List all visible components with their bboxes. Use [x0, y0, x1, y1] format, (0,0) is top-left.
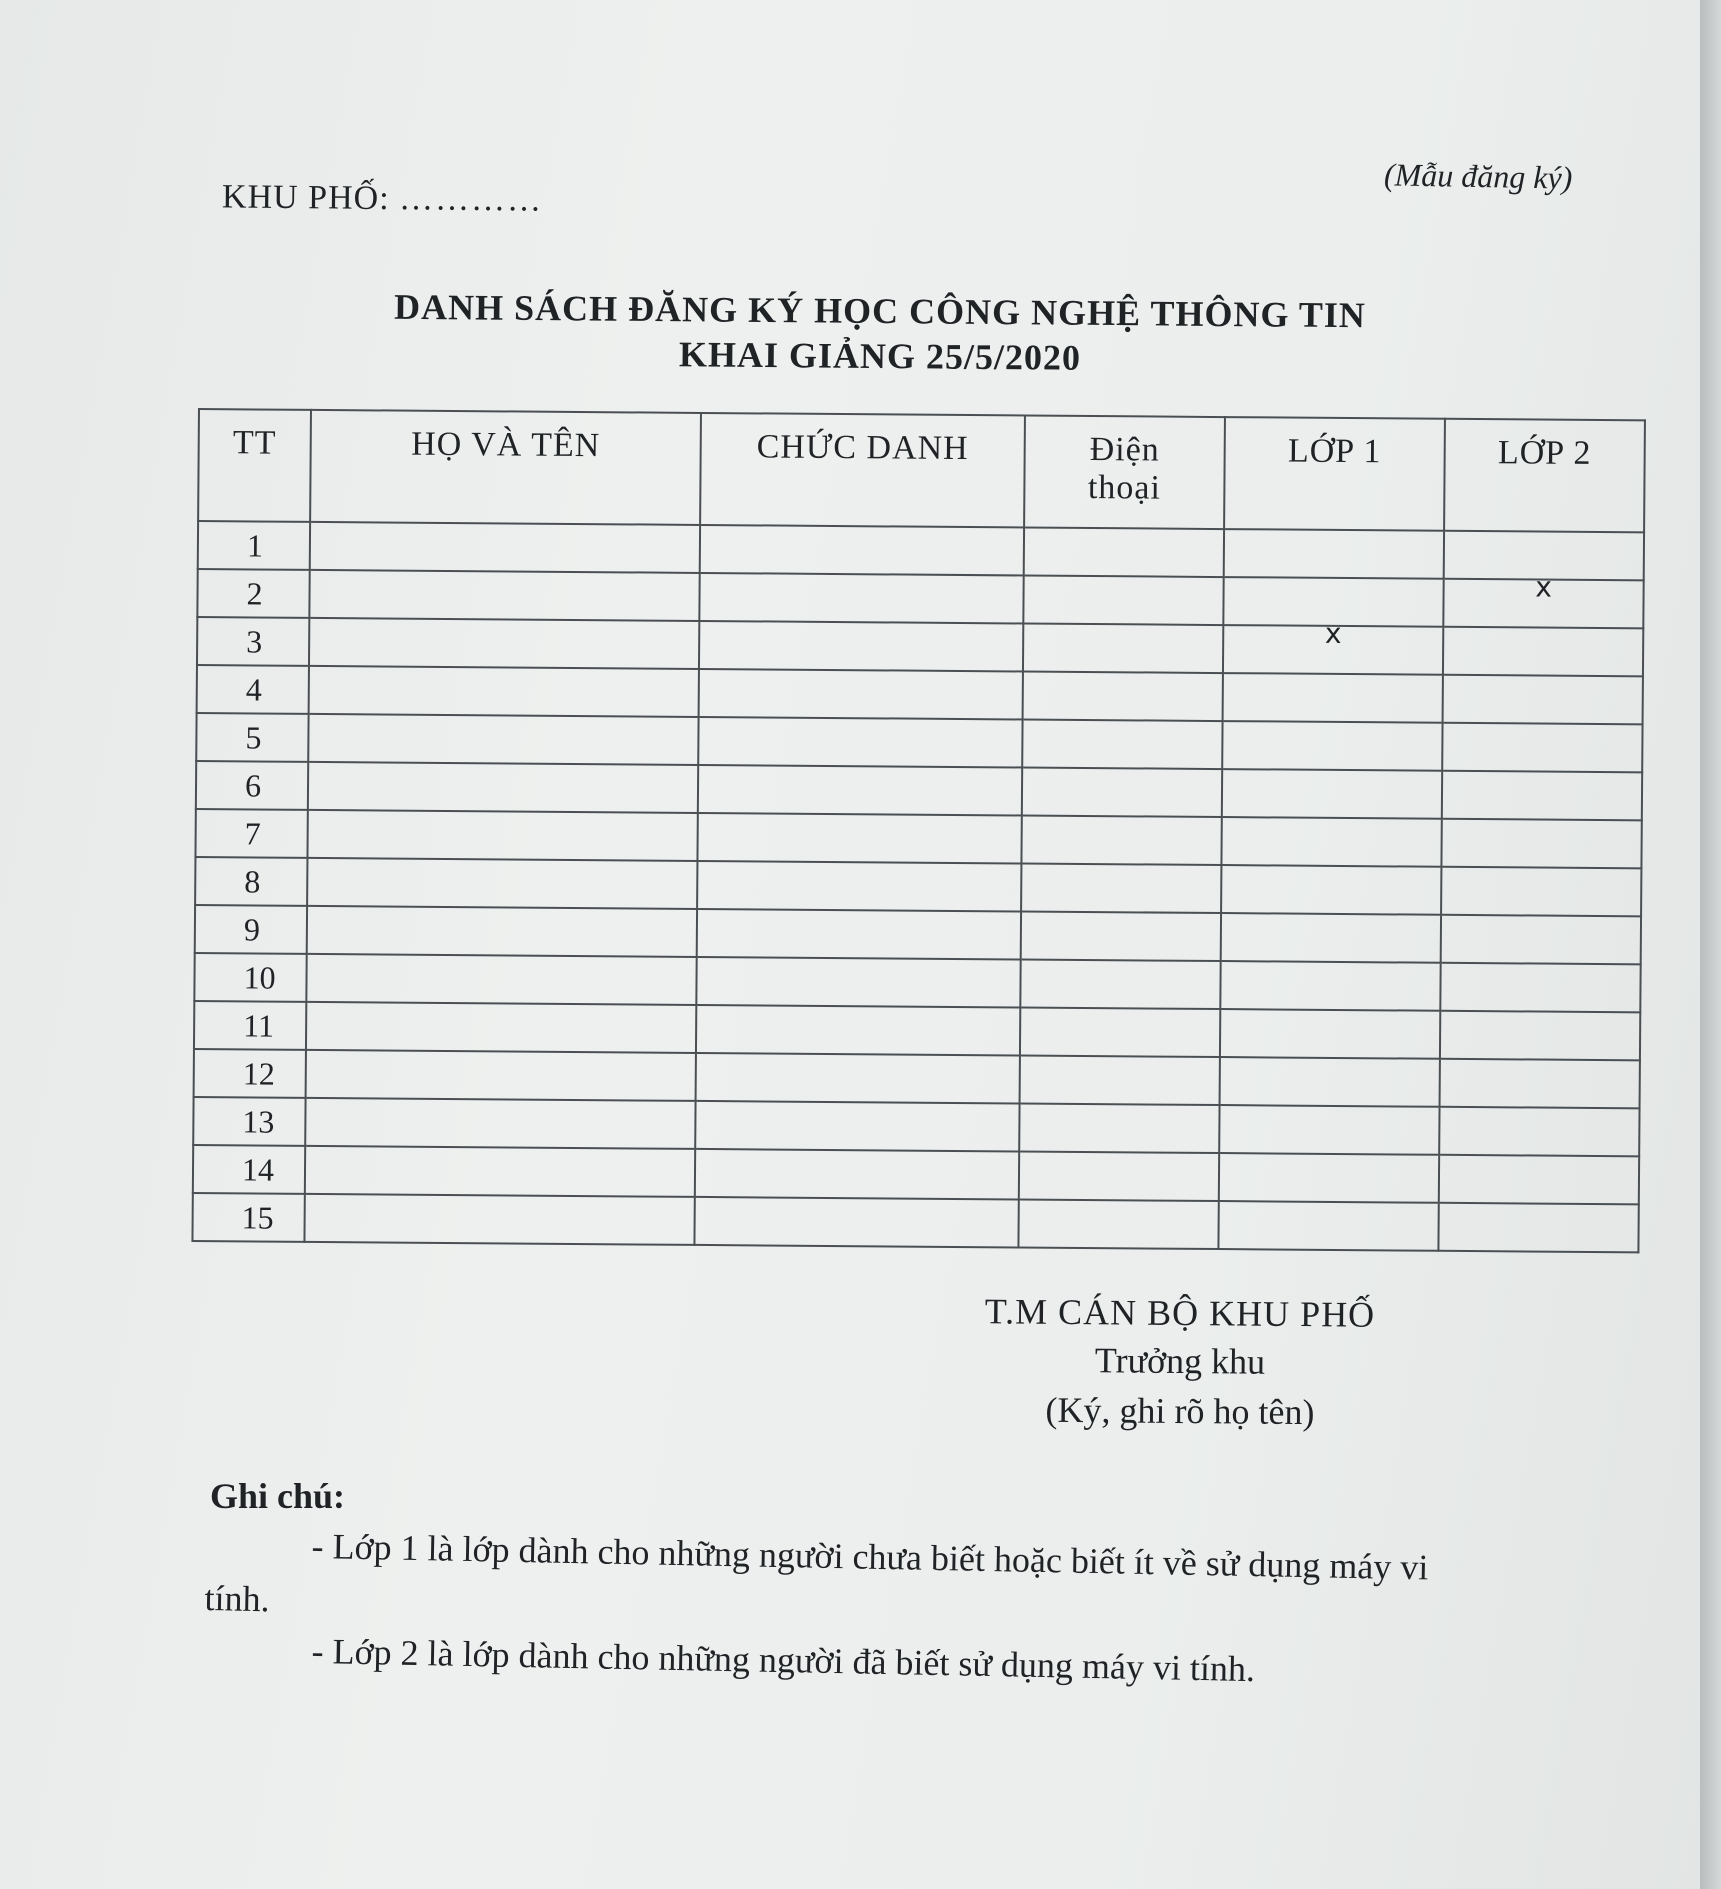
cell-title — [698, 765, 1022, 816]
cell-title — [697, 909, 1021, 960]
cell-title — [699, 669, 1023, 720]
cell-phone — [1019, 1103, 1219, 1153]
cell-title — [694, 1197, 1018, 1248]
cell-phone — [1021, 911, 1221, 961]
cell-class2 — [1441, 915, 1641, 965]
cell-title — [696, 1005, 1020, 1056]
cell-class2 — [1438, 1203, 1638, 1253]
cell-class2 — [1441, 819, 1641, 869]
col-header-tt: TT — [198, 409, 311, 522]
cell-class2 — [1440, 963, 1640, 1013]
cell-name — [309, 570, 699, 621]
cell-title — [695, 1149, 1019, 1200]
cell-class1 — [1220, 1009, 1440, 1059]
cell-class2 — [1439, 1155, 1639, 1205]
cell-phone — [1022, 719, 1222, 769]
cell-tt: 3 — [197, 617, 309, 666]
note-class1: - Lớp 1 là lớp dành cho những người chưa biết hoặc biết ít về sử dụng máy vi — [311, 1525, 1429, 1588]
cell-title — [700, 525, 1024, 576]
area-field — [222, 178, 544, 219]
cell-class1 — [1222, 769, 1442, 819]
cell-class1 — [1220, 961, 1440, 1011]
cell-tt: 9 — [195, 905, 307, 954]
cell-class2 — [1442, 723, 1642, 773]
cell-name — [308, 714, 698, 765]
cell-phone — [1020, 1055, 1220, 1105]
cell-class2 — [1441, 867, 1641, 917]
cell-phone — [1021, 863, 1221, 913]
note-class1-continued: tính. — [204, 1577, 270, 1620]
cell-class1 — [1221, 913, 1441, 963]
signature-org: T.M CÁN BỘ KHU PHỐ — [984, 1291, 1376, 1335]
registration-table — [191, 408, 1646, 1253]
area-blank: ………… — [398, 180, 544, 219]
note-class2: - Lớp 2 là lớp dành cho những người đã biết sử dụng máy vi tính. — [311, 1630, 1256, 1690]
cell-phone — [1020, 1007, 1220, 1057]
class-mark: x — [1324, 616, 1342, 650]
cell-name — [306, 954, 696, 1005]
cell-name — [310, 522, 700, 573]
cell-class2 — [1440, 1059, 1640, 1109]
cell-class2 — [1443, 570, 1643, 629]
cell-class2 — [1443, 627, 1643, 677]
cell-class2 — [1442, 771, 1642, 821]
cell-class1 — [1220, 1057, 1440, 1107]
cell-class1 — [1218, 1201, 1438, 1251]
cell-class1 — [1222, 721, 1442, 771]
cell-name — [306, 1050, 696, 1101]
document-title: DANH SÁCH ĐĂNG KÝ HỌC CÔNG NGHỆ THÔNG TIN — [393, 286, 1367, 336]
cell-tt: 11 — [194, 1001, 306, 1050]
cell-name — [306, 1002, 696, 1053]
cell-title — [697, 861, 1021, 912]
cell-class1 — [1221, 817, 1441, 867]
cell-phone — [1021, 815, 1221, 865]
cell-title — [699, 621, 1023, 672]
cell-phone — [1020, 959, 1220, 1009]
cell-phone — [1024, 527, 1224, 577]
cell-class1 — [1221, 865, 1441, 915]
table-header-row — [198, 409, 1645, 532]
cell-tt: 10 — [194, 953, 306, 1002]
cell-name — [305, 1098, 695, 1149]
cell-name — [308, 762, 698, 813]
cell-phone — [1023, 671, 1223, 721]
cell-name — [309, 666, 699, 717]
cell-tt: 7 — [195, 809, 307, 858]
notes-title: Ghi chú: — [210, 1476, 346, 1516]
cell-title — [695, 1101, 1019, 1152]
cell-tt: 15 — [192, 1193, 304, 1242]
cell-phone — [1022, 767, 1222, 817]
col-header-class1: LỚP 1 — [1224, 417, 1445, 531]
col-header-title: CHỨC DANH — [700, 413, 1025, 528]
col-header-phone: Điện thoại — [1024, 415, 1225, 529]
cell-title — [698, 717, 1022, 768]
cell-class1 — [1224, 529, 1444, 579]
document-subtitle: KHAI GIẢNG 25/5/2020 — [678, 334, 1082, 378]
cell-title — [696, 1053, 1020, 1104]
cell-class2 — [1443, 675, 1643, 725]
table-row — [192, 1193, 1638, 1252]
cell-phone — [1018, 1199, 1218, 1249]
cell-phone — [1023, 575, 1223, 625]
cell-phone — [1019, 1151, 1219, 1201]
cell-tt: 8 — [195, 857, 307, 906]
cell-tt: 13 — [193, 1097, 305, 1146]
cell-name — [304, 1194, 694, 1245]
page-edge — [1700, 0, 1721, 1889]
signature-role: Trưởng khu — [1094, 1340, 1266, 1382]
cell-tt: 2 — [197, 569, 309, 618]
cell-tt: 1 — [198, 521, 310, 570]
class-mark: x — [1535, 570, 1553, 604]
cell-name — [307, 810, 697, 861]
cell-name — [307, 906, 697, 957]
cell-name — [309, 618, 699, 669]
cell-tt: 14 — [193, 1145, 305, 1194]
cell-class1 — [1223, 673, 1443, 723]
cell-tt: 4 — [197, 665, 309, 714]
cell-class2 — [1439, 1107, 1639, 1157]
signature-instruction: (Ký, ghi rõ họ tên) — [1045, 1389, 1315, 1433]
cell-class1 — [1219, 1153, 1439, 1203]
cell-tt: 5 — [196, 713, 308, 762]
col-header-class2: LỚP 2 — [1444, 419, 1645, 533]
cell-class1 — [1223, 616, 1443, 675]
cell-tt: 6 — [196, 761, 308, 810]
cell-class2 — [1440, 1011, 1640, 1061]
cell-title — [696, 957, 1020, 1008]
col-header-name: HỌ VÀ TÊN — [310, 410, 701, 525]
cell-class1 — [1219, 1105, 1439, 1155]
area-label: KHU PHỐ: — [221, 178, 390, 218]
cell-title — [697, 813, 1021, 864]
cell-name — [307, 858, 697, 909]
cell-tt: 12 — [194, 1049, 306, 1098]
template-note: (Mẫu đăng ký) — [1383, 156, 1573, 196]
cell-name — [305, 1146, 695, 1197]
cell-phone — [1023, 623, 1223, 673]
cell-title — [699, 573, 1023, 624]
